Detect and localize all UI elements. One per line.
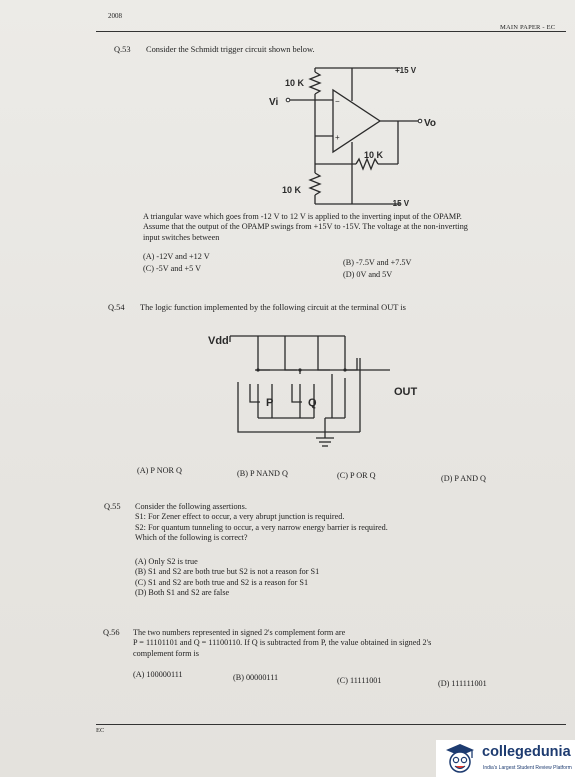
- vminus-label: -15 V: [390, 199, 410, 208]
- q56-line-3: complement form is: [133, 648, 199, 658]
- q55-line-2: S1: For Zener effect to occur, a very abrupt junction is required.: [135, 512, 345, 522]
- vplus-label: +15 V: [395, 66, 417, 75]
- r-top-label: 10 K: [285, 78, 305, 88]
- q56-line-1: The two numbers represented in signed 2's complement form are: [133, 628, 346, 637]
- q55-line-1: Consider the following assertions.: [135, 502, 247, 511]
- r-bottom-label: 10 K: [282, 185, 302, 195]
- q53-option-b: (B) -7.5V and +7.5V: [343, 258, 412, 267]
- mascot-icon: [442, 742, 478, 775]
- q55-body: [135, 502, 555, 544]
- footer-code: EC: [96, 727, 105, 734]
- q53-question: Consider the Schmidt trigger circuit shown below.: [146, 45, 315, 54]
- q54-option-a: (A) P NOR Q: [137, 466, 182, 475]
- header-year: 2008: [108, 12, 122, 20]
- q55-option-b: (B) S1 and S2 are both true but S2 is not a reason for S1: [135, 567, 320, 577]
- q53-option-a: (A) -12V and +12 V: [143, 252, 210, 261]
- q55-number: Q.55: [104, 502, 121, 511]
- footer-rule: [96, 724, 566, 725]
- out-label: OUT: [394, 386, 418, 398]
- q55-option-d: (D) Both S1 and S2 are false: [135, 588, 230, 598]
- q56-number: Q.56: [103, 628, 120, 637]
- q55-options: [135, 557, 555, 599]
- q53-line-2: Assume that the output of the OPAMP swings from +15V to -15V. The voltage at the non-inverting: [143, 222, 468, 232]
- header-paper: MAIN PAPER - EC: [500, 24, 556, 31]
- cmos-logic-circuit: [200, 322, 450, 457]
- q54-question: The logic function implemented by the following circuit at the terminal OUT is: [140, 303, 406, 312]
- q54-option-d: (D) P AND Q: [441, 474, 486, 483]
- q53-number: Q.53: [114, 45, 131, 54]
- q54-option-c: (C) P OR Q: [337, 471, 376, 480]
- q53-option-d: (D) 0V and 5V: [343, 270, 393, 279]
- q53-paragraph: [143, 212, 563, 243]
- vo-label: Vo: [424, 118, 437, 129]
- q56-option-d: (D) 111111001: [438, 679, 487, 688]
- q56-body: [133, 628, 558, 659]
- svg-text:−: −: [335, 97, 340, 106]
- q54-number: Q.54: [108, 303, 125, 312]
- q-input-label: Q: [308, 397, 317, 409]
- vdd-label: Vdd: [208, 335, 229, 347]
- p-input-label: P: [266, 397, 274, 409]
- q56-option-c: (C) 11111001: [337, 676, 382, 685]
- schmitt-trigger-circuit: [240, 60, 440, 210]
- logo-tagline: India's Largest Student Review Platform: [483, 765, 572, 771]
- q55-line-3: S2: For quantum tunneling to occur, a very narrow energy barrier is required.: [135, 522, 388, 532]
- r-feedback-label: 10 K: [364, 150, 384, 160]
- q55-option-c: (C) S1 and S2 are both true and S2 is a reason for S1: [135, 577, 309, 587]
- q55-option-a: (A) Only S2 is true: [135, 557, 198, 566]
- q53-line-3: input switches between: [143, 232, 220, 242]
- q56-option-a: (A) 100000111: [133, 670, 183, 679]
- svg-text:+: +: [335, 133, 340, 142]
- q56-option-b: (B) 00000111: [233, 673, 279, 682]
- logo-name: collegedunia: [482, 744, 571, 760]
- q53-option-c: (C) -5V and +5 V: [143, 264, 201, 273]
- q55-line-4: Which of the following is correct?: [135, 533, 248, 543]
- q54-option-b: (B) P NAND Q: [237, 469, 288, 478]
- header-rule: [96, 31, 566, 32]
- vi-label: Vi: [269, 97, 279, 108]
- q56-line-2: P = 11101101 and Q = 11100110. If Q is subtracted from P, the value obtained in signed 2's: [133, 638, 432, 648]
- q53-line-1: A triangular wave which goes from -12 V to 12 V is applied to the inverting input of the OPAMP.: [143, 212, 462, 221]
